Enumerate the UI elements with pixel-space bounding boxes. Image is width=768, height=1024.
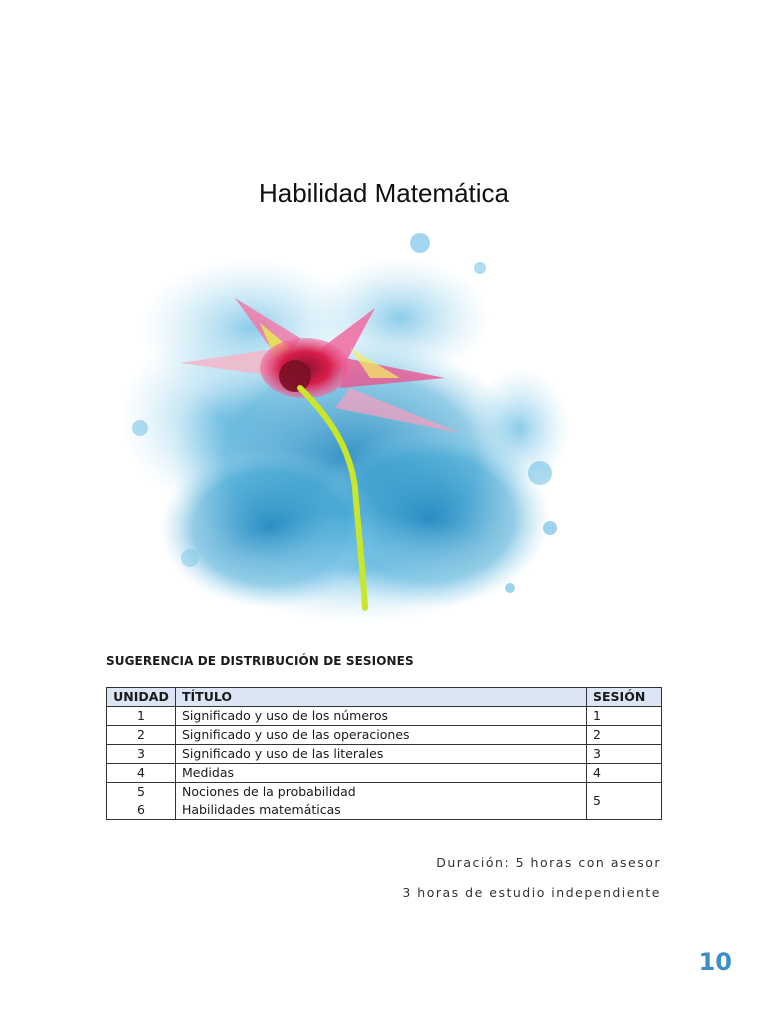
table-header-row xyxy=(107,688,662,707)
cell-unidad: 1 xyxy=(107,707,176,726)
duration-with-advisor: Duración: 5 horas con asesor xyxy=(436,855,661,870)
duration-independent-study: 3 horas de estudio independiente xyxy=(402,885,661,900)
cell-titulo: Significado y uso de las operaciones xyxy=(176,726,587,745)
cell-titulo xyxy=(176,783,587,820)
table-row xyxy=(107,707,662,726)
table-row-combined xyxy=(107,783,662,820)
sessions-table xyxy=(106,687,662,820)
cell-unidad: 3 xyxy=(107,745,176,764)
column-header-titulo: TÍTULO xyxy=(176,688,587,707)
cell-sesion: 3 xyxy=(587,745,662,764)
cell-sesion: 1 xyxy=(587,707,662,726)
watercolor-flower-illustration xyxy=(100,228,580,628)
column-header-sesion: SESIÓN xyxy=(587,688,662,707)
unidad-value: 6 xyxy=(137,802,145,817)
page-number: 10 xyxy=(698,948,732,976)
cell-unidad: 4 xyxy=(107,764,176,783)
column-header-unidad: UNIDAD xyxy=(107,688,176,707)
cell-sesion: 2 xyxy=(587,726,662,745)
titulo-value: Nociones de la probabilidad xyxy=(182,784,356,799)
table-row xyxy=(107,726,662,745)
titulo-value: Habilidades matemáticas xyxy=(182,802,341,817)
cell-unidad xyxy=(107,783,176,820)
unidad-value: 5 xyxy=(137,784,145,799)
table-row xyxy=(107,764,662,783)
cell-titulo: Medidas xyxy=(176,764,587,783)
cell-titulo: Significado y uso de los números xyxy=(176,707,587,726)
page-title: Habilidad Matemática xyxy=(258,178,509,208)
cell-sesion: 5 xyxy=(587,783,662,820)
table-row xyxy=(107,745,662,764)
cell-titulo: Significado y uso de las literales xyxy=(176,745,587,764)
section-heading: SUGERENCIA DE DISTRIBUCIÓN DE SESIONES xyxy=(106,654,414,668)
cell-unidad: 2 xyxy=(107,726,176,745)
cell-sesion: 4 xyxy=(587,764,662,783)
